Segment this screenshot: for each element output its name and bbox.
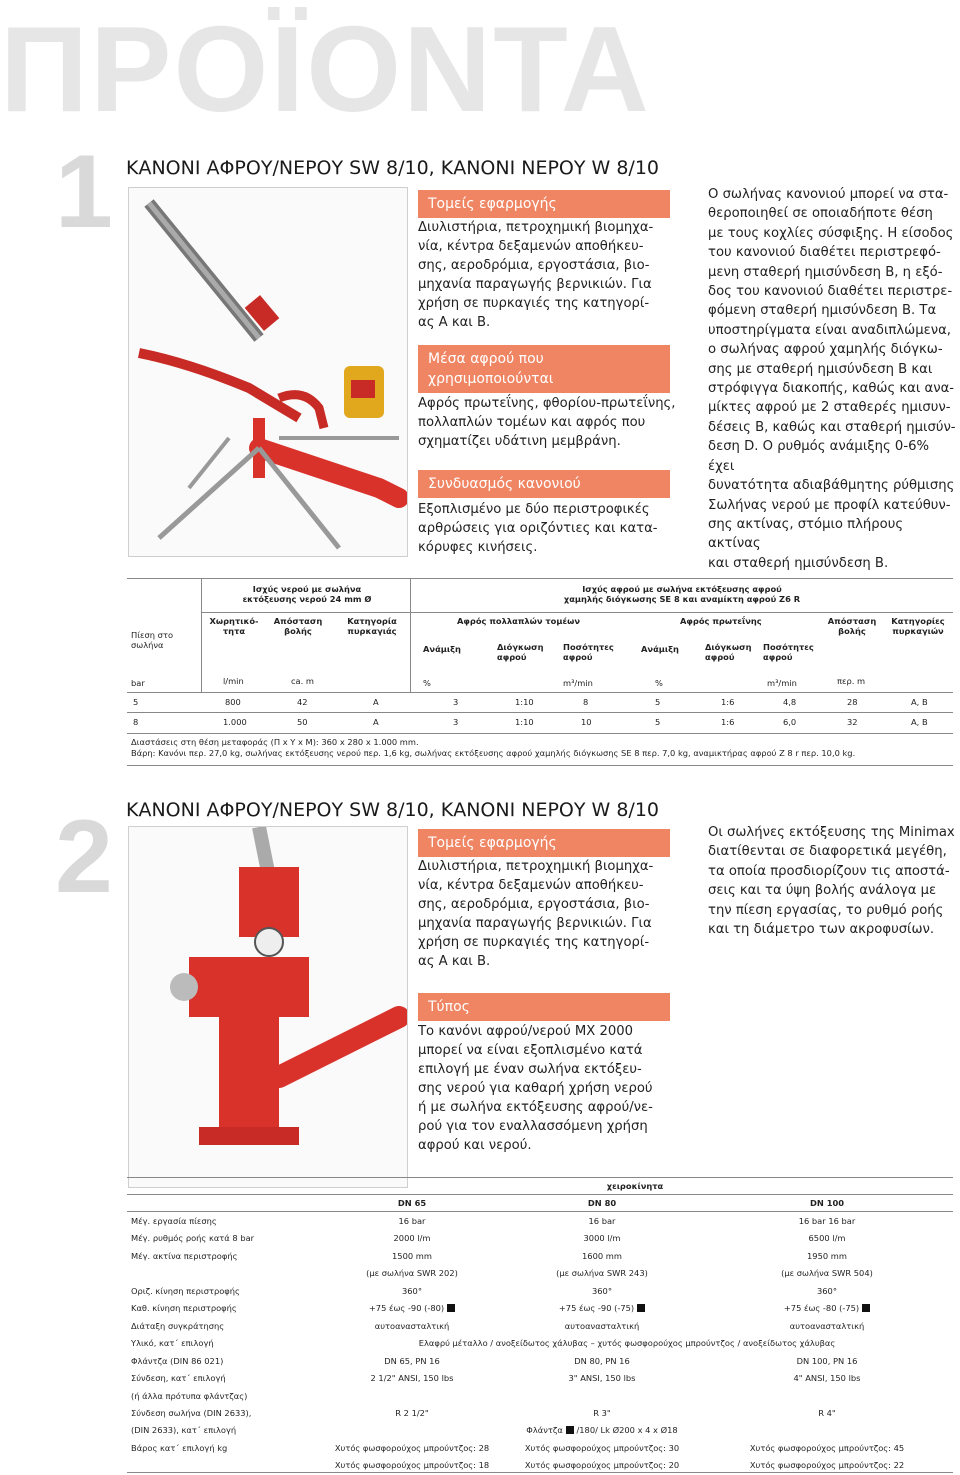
r1-quantity: 8 [583,697,589,707]
table2-row-label: Μέγ. εργασία πίεσης [131,1216,217,1226]
product-photo-foam-cannon [128,187,408,557]
hdr-quantity-1: Ποσότητες αφρού [563,642,614,662]
table2-row-label: Φλάντζα (DIN 86 021) [131,1356,224,1366]
r1-pressure: 5 [133,697,139,707]
table2-cell-dn65: 2000 l/m [393,1233,431,1243]
product-photo-monitor [128,826,408,1188]
table2-row-label: Διάταξη συγκράτησης [131,1321,225,1331]
table2-row-label: Καθ. κίνηση περιστροφής [131,1303,237,1313]
hdr-foam-power: Ισχύς αφρού με σωλήνα εκτόξευσης αφρού χαμηλής διόγκωσης SE 8 και αναμίκτη αφρού Z6 R [563,584,801,604]
table2-cell-dn80: R 3" [593,1408,611,1418]
spec-table-2 [127,1177,953,1473]
hdr-expansion-1: Διόγκωση αφρού [497,642,544,662]
table2-cell-dn80: DN 80, PN 16 [574,1356,630,1366]
unit-m3-2: m³/min [767,678,797,688]
unit-pct-2: % [655,678,663,688]
section1-combination-text: Εξοπλισμένο με δύο περιστροφικές αρθρώσεις για οριζόντιες και κατα- κόρυφες κινήσεις. [418,502,658,555]
r2-range: 50 [297,717,308,727]
table2-cell-dn100: 4" ANSI, 150 lbs [793,1373,861,1383]
table2-cell-dn65: 2 1/2" ANSI, 150 lbs [370,1373,454,1383]
table2-col-dn100: DN 100 [809,1198,845,1208]
hdr-capacity: Χωρητικό- τητα [209,616,259,636]
r2-quantity-2: 6,0 [783,717,797,727]
r1-quantity-2: 4,8 [783,697,797,707]
table2-cell-dn65: Χυτός φωσφορούχος μπρούντζος: 28 [334,1443,490,1453]
table2-cell-dn80: (με σωλήνα SWR 243) [556,1268,648,1278]
section1-applications-text: Διυλιστήρια, πετροχημική βιομηχα- νία, κέντρα δεξαμενών αποθήκευ- σης, αεροδρόμια, εργοστάσια, βιο- μηχανία παραγωγής βερνικιών. Για χρήση σε πυρκαγιές της κατηγορί- ας Α και Β. [418,220,654,330]
table2-cell-dn100: Χυτός φωσφορούχος μπρούντζος: 22 [749,1460,905,1470]
unit-approx-m: περ. m [837,676,866,686]
table2-cell-dn100: αυτοανασταλτική [789,1321,865,1331]
unit-pct-1: % [423,678,431,688]
table2-row-label: (DIN 2633), κατ΄ επιλογή [131,1425,237,1435]
table2-row-label: Σύνδεση σωλήνα (DIN 2633), [131,1408,252,1418]
r1-expansion: 1:10 [515,697,534,707]
section2-applications-text: Διυλιστήρια, πετροχημική βιομηχα- νία, κέντρα δεξαμενών αποθήκευ- σης, αεροδρόμια, εργοστάσια, βιο- μηχανία παραγωγής βερνικιών. Για χρήση σε πυρκαγιές της κατηγορί- ας Α και Β. [418,859,654,969]
section-number-1: 1 [55,134,113,250]
table2-row-label: Μέγ. ρυθμός ροής κατά 8 bar [131,1233,255,1243]
section2-title: ΚΑΝΟΝΙ ΑΦΡΟΥ/ΝΕΡΟΥ SW 8/10, ΚΑΝΟΝΙ ΝΕΡΟΥ W 8/10 [126,799,660,821]
unit-bar: bar [131,678,145,688]
black-square-icon [447,1304,455,1312]
unit-m: ca. m [291,676,315,686]
hdr-range: Απόσταση βολής [273,616,323,636]
unit-lmin: l/min [223,676,244,686]
section1-heading-foam-agents: Μέσα αφρού που χρησιμοποιούνται [418,345,670,393]
r1-expansion-2: 1:6 [721,697,735,707]
table2-cell-dn80: +75 έως -90 (-75) [512,1303,692,1313]
table2-cell-dn80: 1600 mm [582,1251,622,1261]
table2-cell-dn80: 3" ANSI, 150 lbs [568,1373,636,1383]
r2-capacity: 1.000 [223,717,247,727]
table2-cell-dn65: R 2 1/2" [395,1408,429,1418]
section2-heading-applications: Τομείς εφαρμογής [418,829,670,857]
table2-col-dn80: DN 80 [587,1198,617,1208]
table2-cell-dn100: 1950 mm [807,1251,847,1261]
section2-description: Οι σωλήνες εκτόξευσης της Minimax διατίθενται σε διαφορετικά μεγέθη, τα οποία προσδιορίζουν τις αποστά- σεις και τα ύψη βολής ανάλογα με την πίεση εργασίας, το ρυθμό ροής και τη διάμετρο των ακροφυσίων. [708,825,955,938]
hdr-mix-2: Ανάμιξη [641,644,679,654]
hdr-categories: Κατηγορίες πυρκαγιών [891,616,945,636]
section1-description: Ο σωλήνας κανονιού μπορεί να στα- θεροποιηθεί σε οποιαδήποτε θέση με τους κοχλίες σύσφιξης. Η είσοδος του κανονιού διαθέτει περιστρεφό- μενη σταθερή ημισύνδεση B, η εξό- δος του κανονιού διαθέτει περιστρε- φόμενη σταθερή ημισύνδεση B. Τα υποστηρίγματα είναι αναδιπλώμενα, ο σωλήνας αφρού χαμηλής διόγκω- σης με σταθερή ημισύνδεση B και στρόφιγγα διακοπής, καθώς και ανα- μίκτες αφρού με 2 σταθερές ημισυν- δέσεις B, καθώς και σταθερή ημισύν- δεση D. Ο ρυθμός ανάμιξης 0-6% έχει δυνατότητα αδιαβάθμητης ρύθμισης Σωλήνας νερού με προφίλ κατεύθυν- σης ακτίνας, στόμιο πλήρους ακτίνας και σταθερή ημισύνδεση B. [708,187,956,571]
hdr-category: Κατηγορία πυρκαγιάς [347,616,397,636]
section2-heading-type: Τύπος [418,993,670,1021]
table2-cell-dn100: 6500 l/m [808,1233,846,1243]
section1-heading-applications: Τομείς εφαρμογής [418,190,670,218]
table2-cell-dn65: αυτοανασταλτική [374,1321,450,1331]
table2-cell-dn100: (με σωλήνα SWR 504) [781,1268,873,1278]
r2-pressure: 8 [133,717,139,727]
black-square-icon [862,1304,870,1312]
table2-cell-dn100: 16 bar 16 bar [798,1216,856,1226]
black-square-icon [566,1426,574,1434]
hdr-expansion-2: Διόγκωση αφρού [705,642,752,662]
r2-categories: A, B [911,717,928,727]
r1-range: 42 [297,697,308,707]
r2-mix-2: 5 [655,717,661,727]
table2-cell-dn65: DN 65, PN 16 [384,1356,440,1366]
hdr-mix-1: Ανάμιξη [423,644,461,654]
section2-type-text: Το κανόνι αφρού/νερού MX 2000 μπορεί να είναι εξοπλισμένο κατά επιλογή με έναν σωλήνα εκτόξευ- σης νερού για καθαρή χρήση νερού ή με σωλήνα εκτόξευσης αφρού/νε- ρού για τον εναλλασσόμενη χρήση αφρού και νερού. [418,1024,653,1153]
table2-cell-dn100: DN 100, PN 16 [796,1356,858,1366]
table2-row-label: Βάρος κατ΄ επιλογή kg [131,1443,228,1453]
r2-category: A [373,717,379,727]
table2-cell-dn100: Χυτός φωσφορούχος μπρούντζος: 45 [749,1443,905,1453]
table2-cell-dn100: R 4" [818,1408,836,1418]
hdr-water-power: Ισχύς νερού με σωλήνα εκτόξευσης νερού 24 mm Ø [242,584,372,604]
table2-cell-flange: Φλάντζα /180/ Lk Ø200 x 4 x Ø18 [526,1425,678,1435]
section-number-2: 2 [55,799,113,915]
spec-table-1 [127,578,953,766]
table2-col-dn65: DN 65 [397,1198,427,1208]
table2-cell-dn65: 1500 mm [392,1251,432,1261]
table2-cell-dn100: +75 έως -80 (-75) [737,1303,917,1313]
unit-m3-1: m³/min [563,678,593,688]
table2-cell-dn80: 3000 l/m [583,1233,621,1243]
table2-row-label: Μέγ. ακτίνα περιστροφής [131,1251,238,1261]
table2-row-label: Υλικό, κατ΄ επιλογή [131,1338,214,1348]
table2-header-manual: χειροκίνητα [606,1181,664,1191]
r2-range-2: 32 [847,717,858,727]
black-square-icon [637,1304,645,1312]
r2-mix: 3 [453,717,459,727]
section1-title: ΚΑΝΟΝΙ ΑΦΡΟΥ/ΝΕΡΟΥ SW 8/10, ΚΑΝΟΝΙ ΝΕΡΟΥ W 8/10 [126,157,660,179]
r1-mix: 3 [453,697,459,707]
r1-range-2: 28 [847,697,858,707]
section1-foam-agents-text: Αφρός πρωτεΐνης, φθορίου-πρωτεΐνης, πολλαπλών τομέων και αφρός που σχηματίζει υδάτινη μεμβράνη. [418,396,676,449]
table2-cell-dn80: Χυτός φωσφορούχος μπρούντζος: 20 [524,1460,680,1470]
r2-quantity: 10 [581,717,592,727]
hdr-range-2: Απόσταση βολής [827,616,877,636]
page-heading: ΠΡΟΪΟΝΤΑ [0,1,651,137]
table2-cell-dn80: αυτοανασταλτική [564,1321,640,1331]
hdr-protein-foam: Αφρός πρωτεΐνης [680,616,762,626]
table2-row-label: Σύνδεση, κατ΄ επιλογή [131,1373,226,1383]
r2-expansion: 1:10 [515,717,534,727]
table2-cell-dn65: Χυτός φωσφορούχος μπρούντζος: 18 [334,1460,490,1470]
hdr-pressure: Πίεση στο σωλήνα [131,630,174,650]
r1-mix-2: 5 [655,697,661,707]
table2-cell-dn65: 360° [402,1286,422,1296]
table1-note-dimensions: Διαστάσεις στη θέση μεταφοράς (Π x Υ x Μ): 360 x 280 x 1.000 mm. [131,737,419,747]
table1-note-weights: Βάρη: Κανόνι περ. 27,0 kg, σωλήνας εκτόξευσης νερού περ. 1,6 kg, σωλήνας εκτόξευσης αφρού χαμηλής διόγκωσης SE 8 περ. 7,0 kg, αναμικτήρας αφρού Z 8 r περ. 10,0 kg. [131,748,856,758]
hdr-quantity-2: Ποσότητες αφρού [763,642,814,662]
table2-cell-dn80: 360° [592,1286,612,1296]
table2-cell-dn65: (με σωλήνα SWR 202) [366,1268,458,1278]
table2-cell-dn65: +75 έως -90 (-80) [322,1303,502,1313]
table2-cell-dn100: 360° [817,1286,837,1296]
hdr-multi-foam: Αφρός πολλαπλών τομέων [457,616,580,626]
r1-category: A [373,697,379,707]
r2-expansion-2: 1:6 [721,717,735,727]
table2-cell-dn65: 16 bar [398,1216,426,1226]
table2-cell-dn80: Χυτός φωσφορούχος μπρούντζος: 30 [524,1443,680,1453]
r1-categories: A, B [911,697,928,707]
table2-cell-dn80: 16 bar [588,1216,616,1226]
table2-row-label: Οριζ. κίνηση περιστροφής [131,1286,240,1296]
section1-heading-combination: Συνδυασμός κανονιού [418,470,670,498]
table2-cell-span: Ελαφρύ μέταλλο / ανοξείδωτος χάλυβας – χυτός φωσφορούχος μπρούντζος / ανοξείδωτος χάλυβας [418,1338,836,1348]
table2-row-label: (ή άλλα πρότυπα φλάντζας) [131,1391,248,1401]
r1-capacity: 800 [225,697,241,707]
